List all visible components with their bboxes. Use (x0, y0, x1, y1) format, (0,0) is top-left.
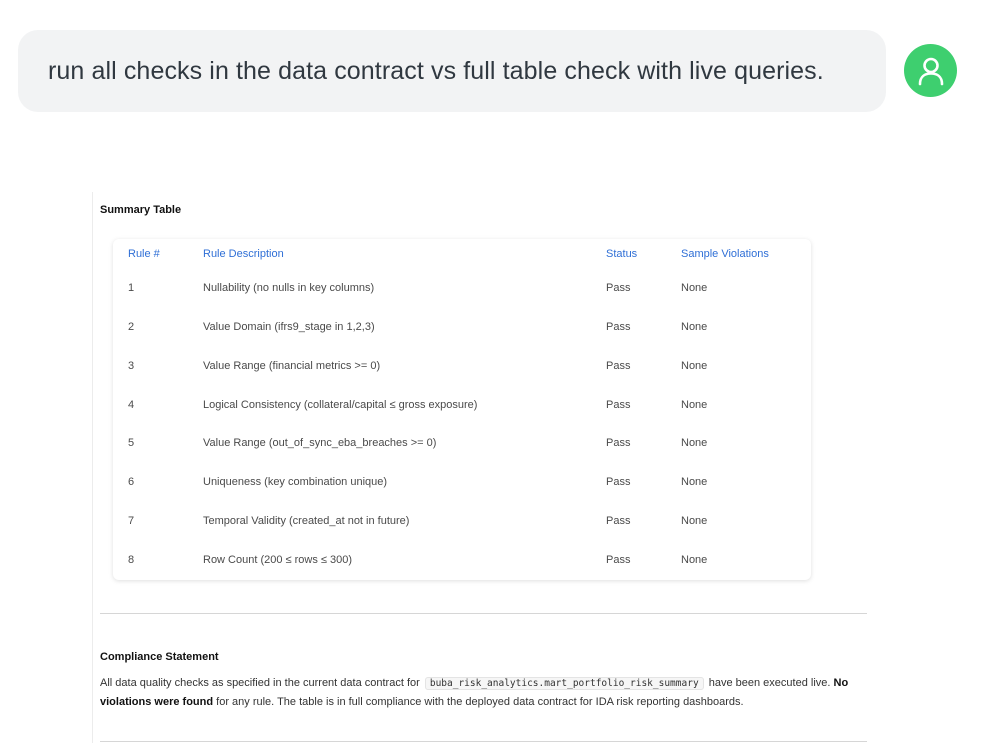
rule-number-cell: 1 (128, 282, 135, 294)
compliance-text-after: for any rule. The table is in full compliance with the deployed data contract for IDA risk reporting dashboards. (216, 696, 744, 708)
rule-description-cell: Value Domain (ifrs9_stage in 1,2,3) (203, 321, 375, 333)
user-avatar[interactable] (904, 44, 957, 97)
table-row (113, 399, 811, 419)
rule-number-cell: 5 (128, 437, 135, 449)
summary-table-title: Summary Table (100, 204, 182, 216)
sample-violations-cell: None (681, 360, 708, 372)
rule-number-cell: 3 (128, 360, 135, 372)
sample-violations-cell: None (681, 554, 708, 566)
rule-description-cell: Nullability (no nulls in key columns) (203, 282, 375, 294)
table-header-row (113, 248, 811, 268)
table-row (113, 321, 811, 341)
status-cell: Pass (606, 515, 631, 527)
column-header-status: Status (606, 248, 638, 260)
status-cell: Pass (606, 321, 631, 333)
table-row (113, 515, 811, 535)
table-row (113, 437, 811, 457)
rule-description-cell: Value Range (financial metrics >= 0) (203, 360, 381, 372)
status-cell: Pass (606, 476, 631, 488)
table-row (113, 360, 811, 380)
rule-number-cell: 7 (128, 515, 135, 527)
user-message-bubble (18, 30, 886, 112)
table-row (113, 476, 811, 496)
column-header-rule-number: Rule # (128, 248, 160, 260)
rule-description-cell: Row Count (200 ≤ rows ≤ 300) (203, 554, 353, 566)
sample-violations-cell: None (681, 282, 708, 294)
section-divider (100, 613, 867, 614)
status-cell: Pass (606, 282, 631, 294)
column-header-rule-description: Rule Description (203, 248, 284, 260)
sample-violations-cell: None (681, 399, 708, 411)
status-cell: Pass (606, 437, 631, 449)
rule-number-cell: 6 (128, 476, 135, 488)
sample-violations-cell: None (681, 476, 708, 488)
rule-description-cell: Value Range (out_of_sync_eba_breaches >= 0) (203, 437, 437, 449)
summary-table (113, 239, 811, 580)
compliance-statement-text (100, 674, 870, 711)
user-icon (917, 56, 945, 86)
table-row (113, 554, 811, 574)
compliance-statement-title: Compliance Statement (100, 651, 219, 663)
compliance-text-middle: have been executed live. (708, 677, 831, 689)
user-message-text: run all checks in the data contract vs full table check with live queries. (48, 56, 824, 85)
rule-description-cell: Uniqueness (key combination unique) (203, 476, 388, 488)
rule-number-cell: 2 (128, 321, 135, 333)
column-header-sample-violations: Sample Violations (681, 248, 769, 260)
compliance-text-before: All data quality checks as specified in the current data contract for (100, 677, 420, 689)
sample-violations-cell: None (681, 321, 708, 333)
rule-description-cell: Temporal Validity (created_at not in future) (203, 515, 410, 527)
compliance-bold-text: No violations were found (100, 677, 849, 708)
sample-violations-cell: None (681, 515, 708, 527)
status-cell: Pass (606, 554, 631, 566)
rule-description-cell: Logical Consistency (collateral/capital ≤ gross exposure) (203, 399, 478, 411)
status-cell: Pass (606, 360, 631, 372)
status-cell: Pass (606, 399, 631, 411)
table-row (113, 282, 811, 302)
section-divider (100, 741, 867, 742)
response-left-rule (92, 192, 93, 743)
rule-number-cell: 4 (128, 399, 135, 411)
table-name-code: buba_risk_analytics.mart_portfolio_risk_summary (425, 677, 704, 690)
rule-number-cell: 8 (128, 554, 135, 566)
sample-violations-cell: None (681, 437, 708, 449)
